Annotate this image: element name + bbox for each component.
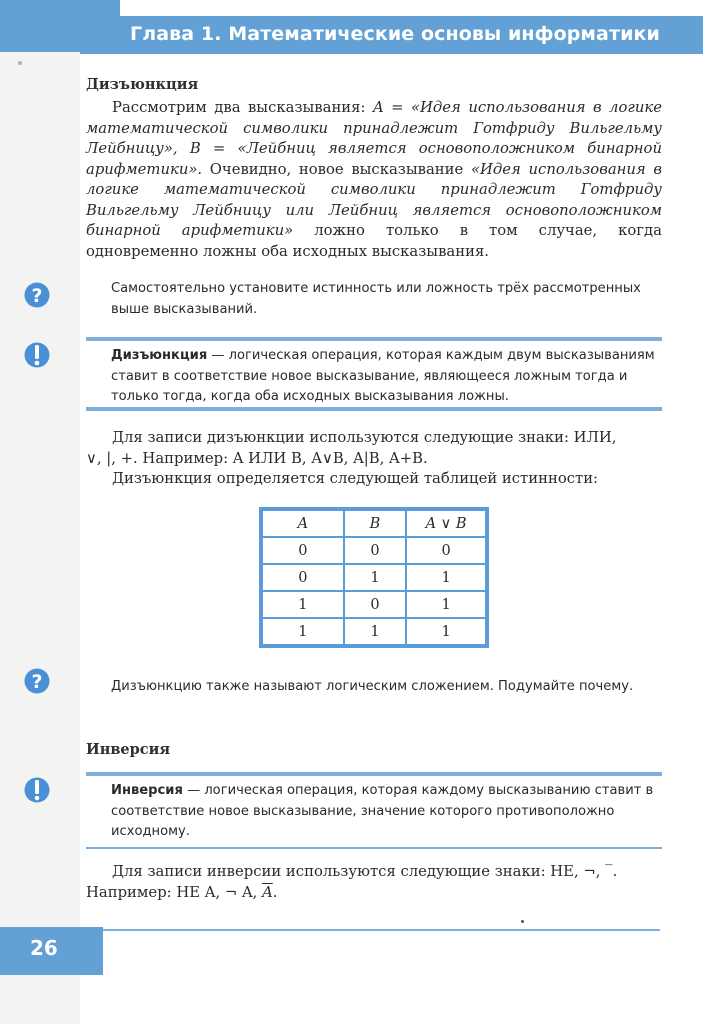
definition-disjunction: Дизъюнкция — логическая операция, которая каждым двум высказываниям ставит в соответствие новое высказывание, являющееся ложным тогда и только тогда, когда оба исходных высказывания ложны.	[111, 348, 655, 404]
table-cell: 1	[406, 618, 487, 646]
exclamation-icon	[24, 775, 50, 805]
table-cell: 0	[344, 591, 406, 618]
header-corner-block	[0, 0, 120, 52]
table-cell: 1	[406, 564, 487, 591]
table-cell: 0	[261, 564, 344, 591]
svg-text:?: ?	[31, 285, 43, 307]
table-header-cell: A	[261, 509, 344, 537]
table-cell: 1	[261, 618, 344, 646]
left-margin	[0, 0, 80, 1024]
table-cell: 0	[261, 537, 344, 564]
table-header-row	[261, 509, 487, 537]
definition-top-rule	[86, 772, 662, 776]
table-header-cell: B	[344, 509, 406, 537]
margin-dot	[18, 61, 22, 65]
definition-inversion: Инверсия — логическая операция, которая каждому высказыванию ставит в соответствие новое высказывание, значение которого противоположно исходному.	[111, 783, 654, 839]
question-mark-icon	[24, 666, 50, 696]
table-row	[261, 591, 487, 618]
definition-top-rule	[86, 337, 662, 341]
question-text-2: Дизъюнкцию также называют логическим сложением. Подумайте почему.	[111, 679, 634, 694]
table-row	[261, 618, 487, 646]
disjunction-notation: Для записи дизъюнкции используются следующие знаки: ИЛИ, ∨, |, +. Например: A ИЛИ B, A∨B, A|B, A+B. Дизъюнкция определяется следующей таблицей истинности:	[86, 429, 617, 487]
overline-a: $\overline{A}$	[262, 883, 273, 901]
truth-table	[259, 507, 489, 648]
chapter-title: Глава 1. Математические основы информатики	[130, 23, 660, 45]
table-cell: 1	[261, 591, 344, 618]
page-number: 26	[30, 936, 58, 960]
section-heading-inversion: Инверсия	[86, 741, 171, 758]
footer-rule	[103, 929, 660, 931]
footer-dot	[521, 920, 524, 923]
svg-text:?: ?	[31, 671, 43, 693]
table-cell: 1	[406, 591, 487, 618]
inversion-notation: Для записи инверсии используются следующие знаки: НЕ, ¬, ‾. Например: НЕ A, ¬ A, $\overline{A}$.	[86, 863, 618, 901]
definition-bottom-rule	[86, 407, 662, 411]
table-row	[261, 564, 487, 591]
question-text-1: Самостоятельно установите истинность или ложность трёх рассмотренных выше высказываний.	[111, 281, 641, 317]
header-rule	[80, 52, 703, 54]
table-cell: 1	[344, 618, 406, 646]
table-cell: 0	[344, 537, 406, 564]
definition-bottom-rule	[86, 847, 662, 849]
table-cell: 0	[406, 537, 487, 564]
intro-paragraph: Рассмотрим два высказывания: A = «Идея использования в логике математической символики принадлежит Готфриду Вильгельму Лейбницу», B = «Лейбниц является основоположником бинарной арифметики». Очевидно, новое высказывание «Идея использования в логике математической символики принадлежит Готфриду Вильгельму Лейбницу или Лейбниц является основоположником бинарной арифметики» ложно только в том случае, когда одновременно ложны оба исходных высказывания.	[86, 99, 662, 260]
table-header-cell: A ∨ B	[406, 509, 487, 537]
table-cell: 1	[344, 564, 406, 591]
table-row	[261, 537, 487, 564]
question-mark-icon	[24, 280, 50, 310]
section-heading-disjunction: Дизъюнкция	[86, 76, 199, 93]
exclamation-icon	[24, 340, 50, 370]
